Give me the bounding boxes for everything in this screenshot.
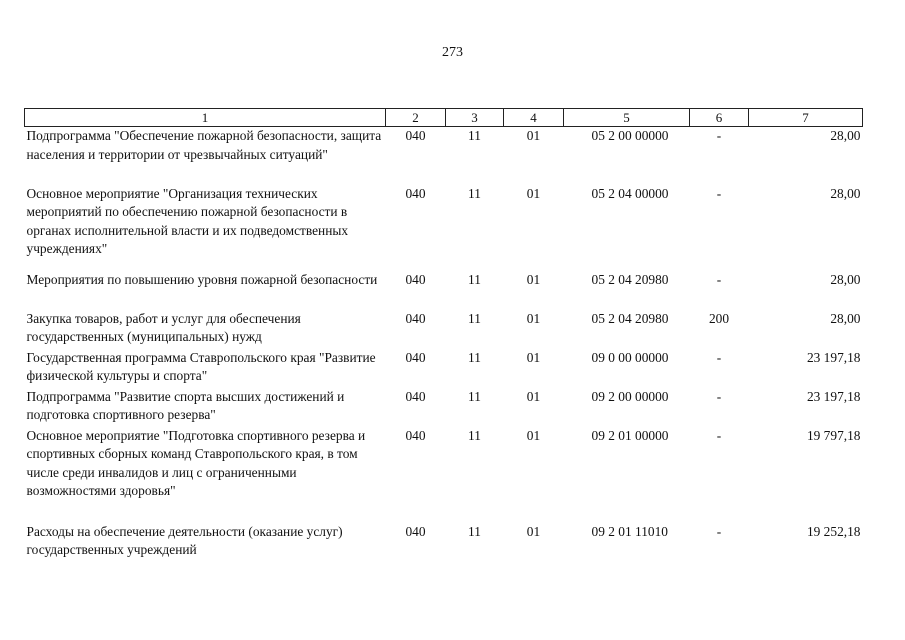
- row-subsection: 01: [526, 388, 541, 404]
- header-row: [25, 109, 863, 127]
- row-expense-type: -: [716, 185, 722, 201]
- table-row: [25, 271, 863, 310]
- row-program: 09 2 01 11010: [591, 523, 668, 539]
- row-ministry: 040: [405, 349, 426, 365]
- row-subsection: 01: [526, 128, 541, 143]
- row-program: 09 0 00 00000: [591, 349, 669, 365]
- table-row: [25, 310, 863, 349]
- row-subsection: 01: [526, 185, 541, 201]
- header-col-2: 2: [386, 109, 446, 127]
- row-expense-type: 200: [708, 310, 730, 326]
- row-subsection: 01: [526, 271, 541, 287]
- row-expense-type: -: [716, 271, 722, 287]
- row-program: 09 2 01 00000: [591, 427, 669, 443]
- header-col-1: 1: [25, 109, 386, 127]
- table-header: [25, 109, 863, 127]
- page-number: 273: [442, 45, 463, 60]
- row-section: 11: [468, 388, 481, 404]
- row-amount: 28,00: [830, 185, 861, 201]
- row-section: 11: [468, 185, 481, 201]
- table-body: [25, 127, 863, 562]
- row-amount: 19 252,18: [806, 523, 861, 539]
- row-section: 11: [468, 128, 481, 143]
- row-section: 11: [468, 310, 481, 326]
- row-amount: 23 197,18: [806, 349, 861, 365]
- row-expense-type: -: [716, 388, 722, 404]
- row-program: 05 2 04 20980: [591, 271, 669, 287]
- row-name: Подпрограмма "Обеспечение пожарной безопасности, защита населения и территории от чрезвычайных ситуаций": [26, 128, 382, 162]
- row-amount: 28,00: [830, 128, 861, 143]
- row-ministry: 040: [405, 128, 426, 143]
- budget-table: [24, 108, 863, 562]
- row-amount: 28,00: [830, 271, 861, 287]
- row-section: 11: [468, 523, 481, 539]
- row-program: 05 2 04 00000: [591, 185, 669, 201]
- row-name: Подпрограмма "Развитие спорта высших достижений и подготовка спортивного резерва": [26, 388, 345, 422]
- table-row: [25, 127, 863, 185]
- row-name: Мероприятия по повышению уровня пожарной безопасности: [26, 271, 378, 287]
- row-expense-type: -: [716, 427, 722, 443]
- row-name: Государственная программа Ставропольского края "Развитие физической культуры и спорта": [26, 349, 376, 383]
- row-subsection: 01: [526, 523, 541, 539]
- row-name: Основное мероприятие "Подготовка спортивного резерва и спортивных сборных команд Ставропольского края, в том числе среди инвалидов и лиц с ограниченными возможностями здоровья": [26, 427, 366, 498]
- row-program: 05 2 00 00000: [591, 128, 669, 143]
- row-name: Закупка товаров, работ и услуг для обеспечения государственных (муниципальных) нужд: [26, 310, 301, 344]
- row-section: 11: [468, 427, 481, 443]
- table-row: [25, 388, 863, 427]
- row-section: 11: [468, 271, 481, 287]
- row-amount: 28,00: [830, 310, 861, 326]
- table-row: [25, 523, 863, 562]
- row-name: Расходы на обеспечение деятельности (оказание услуг) государственных учреждений: [26, 523, 343, 557]
- row-name: Основное мероприятие "Организация технических мероприятий по обеспечению пожарной безопасности в органах исполнительной власти и их подведомственных учреждениях": [26, 185, 349, 256]
- row-subsection: 01: [526, 427, 541, 443]
- table-row: [25, 185, 863, 271]
- header-col-5: 5: [564, 109, 690, 127]
- row-ministry: 040: [405, 388, 426, 404]
- table-row: [25, 349, 863, 388]
- row-expense-type: -: [716, 349, 722, 365]
- header-col-3: 3: [446, 109, 504, 127]
- table-row: [25, 427, 863, 523]
- header-col-4: 4: [504, 109, 564, 127]
- row-program: 09 2 00 00000: [591, 388, 669, 404]
- row-ministry: 040: [405, 185, 426, 201]
- row-ministry: 040: [405, 523, 426, 539]
- row-amount: 23 197,18: [806, 388, 861, 404]
- row-ministry: 040: [405, 427, 426, 443]
- row-subsection: 01: [526, 310, 541, 326]
- header-col-6: 6: [690, 109, 749, 127]
- header-col-7: 7: [749, 109, 863, 127]
- row-expense-type: -: [716, 523, 722, 539]
- row-expense-type: -: [716, 128, 722, 143]
- row-ministry: 040: [405, 271, 426, 287]
- row-ministry: 040: [405, 310, 426, 326]
- row-amount: 19 797,18: [806, 427, 861, 443]
- row-program: 05 2 04 20980: [591, 310, 669, 326]
- row-section: 11: [468, 349, 481, 365]
- row-subsection: 01: [526, 349, 541, 365]
